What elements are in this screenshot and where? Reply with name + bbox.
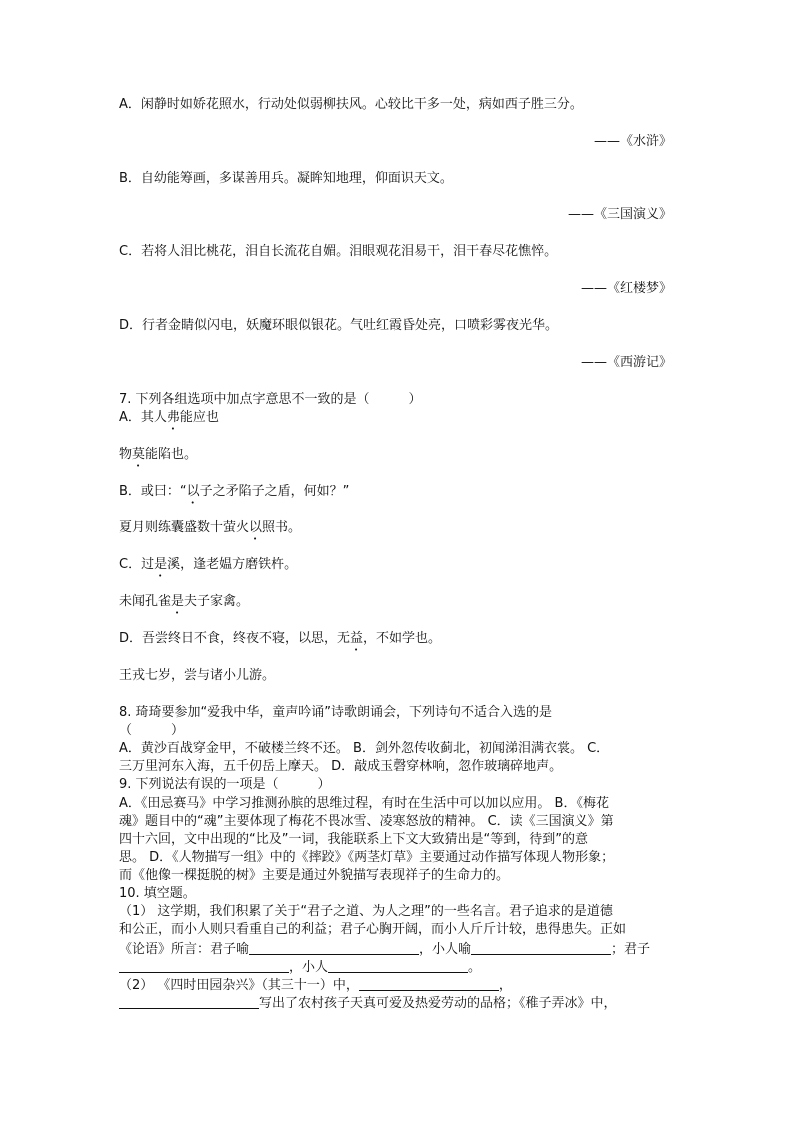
q8-paren: （ ） xyxy=(119,723,185,738)
q10-part1-line3 xyxy=(119,940,675,959)
dotted-char: 是 xyxy=(154,557,168,572)
q7-option-b1 xyxy=(119,483,675,507)
q9-line1: A．《田忌赛马》中学习推测孙膑的思维过程，有时在生活中可以加以应用。 B．《梅花 xyxy=(119,796,609,811)
q10-part2-line1 xyxy=(119,976,675,995)
text-segment: 《论语》所言：君子喻 xyxy=(119,942,250,957)
q6-option-b: B．自幼能筹画，多谋善用兵。凝眸知地理，仰面识天文。 xyxy=(119,171,453,186)
fill-blank[interactable] xyxy=(119,958,289,973)
text-segment: ， xyxy=(498,978,512,993)
q8-options-line2: 三万里河东入海，五千仞岳上摩天。 D．敲成玉磬穿林响，忽作玻璃碎地声。 xyxy=(119,759,563,774)
text-segment: 照书。 xyxy=(262,520,302,535)
q7-option-c2 xyxy=(119,593,675,617)
dotted-char: 益 xyxy=(350,631,364,646)
dotted-char: 以 xyxy=(186,484,200,499)
text-segment: D．吾尝终日不食，终夜不寝，以思，无 xyxy=(119,631,351,646)
q10-part1-line2: 和公正，而小人则只看重自己的利益；君子心胸开阔，而小人斤斤计较，患得患失。正如 xyxy=(119,922,627,937)
q9-line2: 魂》题目中的“魂”主要体现了梅花不畏冰雪、凌寒怒放的精神。 C．读《三国演义》第 xyxy=(119,814,614,829)
fill-blank[interactable] xyxy=(328,958,468,973)
dotted-char: 以 xyxy=(249,520,263,535)
text-segment: ，小人喻 xyxy=(419,942,472,957)
text-segment: 写出了农村孩子天真可爱及热爱劳动的品格；《稚子弄冰》中， xyxy=(259,996,617,1011)
q8-stem: 8. 琦琦要参加“爱我中华，童声吟诵”诗歌朗诵会，下列诗句不适合入选的是 xyxy=(119,705,553,720)
q9-line4: 思。 D．《人物描写一组》中的《摔跤》《两茎灯草》主要通过动作描写体现人物形象； xyxy=(119,850,615,865)
text-segment: ，不如学也。 xyxy=(363,631,442,646)
text-segment: （2） 《四时田园杂兴》（其三十一）中， xyxy=(119,978,359,993)
text-segment: B．或曰：“ xyxy=(119,484,187,499)
q6-source-a: ——《水浒》 xyxy=(593,134,672,149)
q10-part1-line4 xyxy=(119,958,675,977)
q9-stem: 9. 下列说法有误的一项是（ ） xyxy=(119,777,331,792)
q6-source-c: ——《红楼梦》 xyxy=(580,281,672,296)
text-segment: 夏月则练囊盛数十萤火 xyxy=(119,520,250,535)
text-segment: 能应也 xyxy=(179,410,219,425)
q8-options-line1: A．黄沙百战穿金甲，不破楼兰终不还。 B．剑外忽传收蓟北，初闻涕泪满衣裳。 C． xyxy=(119,741,610,756)
text-segment: 能陷也。 xyxy=(145,447,198,462)
text-segment: 夫子家禽。 xyxy=(184,594,250,609)
q6-option-c: C．若将人泪比桃花，泪自长流花自媚。泪眼观花泪易干，泪干春尽花憔悴。 xyxy=(119,244,558,259)
text-segment: 未闻孔雀 xyxy=(119,594,172,609)
text-segment: 物 xyxy=(119,447,133,462)
text-segment: C．过 xyxy=(119,557,155,572)
q6-option-a: A．闲静时如娇花照水，行动处似弱柳扶风。心较比干多一处，病如西子胜三分。 xyxy=(119,97,583,112)
q6-source-d: ——《西游记》 xyxy=(580,355,672,370)
q7-option-c1 xyxy=(119,556,675,580)
q6-option-d: D．行者金睛似闪电，妖魔环眼似银花。气吐红霞昏处亮，口喷彩雾夜光华。 xyxy=(119,318,559,333)
q9-line5: 而《他像一棵挺脱的树》主要是通过外貌描写表现祥子的生命力的。 xyxy=(119,868,510,883)
fill-blank[interactable] xyxy=(119,994,259,1009)
q10-part1-line1: （1） 这学期，我们积累了关于“君子之道、为人之理”的一些名言。君子追求的是道德 xyxy=(119,904,613,919)
text-segment: 溪，逢老媪方磨铁杵。 xyxy=(167,557,298,572)
text-segment: 子之矛陷子之盾，何如？” xyxy=(199,484,350,499)
text-segment: A．其人 xyxy=(119,410,167,425)
q7-stem: 7. 下列各组选项中加点字意思不一致的是（ ） xyxy=(119,392,422,407)
q9-line3: 四十六回，文中出现的“比及”一词，我能联系上下文大致猜出是“等到，待到”的意 xyxy=(119,832,588,847)
q6-source-b: ——《三国演义》 xyxy=(567,207,672,222)
fill-blank[interactable] xyxy=(249,940,419,955)
text-segment: ；君子 xyxy=(611,942,651,957)
text-segment: 。 xyxy=(468,960,482,975)
text-segment: ，小人 xyxy=(289,960,329,975)
q10-title: 10. 填空题。 xyxy=(119,886,196,901)
q7-option-a1 xyxy=(119,409,675,433)
fill-blank[interactable] xyxy=(359,976,499,991)
q7-option-d1 xyxy=(119,630,675,654)
q7-option-d2: 王戎七岁，尝与诸小儿游。 xyxy=(119,668,276,683)
fill-blank[interactable] xyxy=(471,940,611,955)
q7-option-a2 xyxy=(119,446,675,470)
q7-option-b2 xyxy=(119,519,675,543)
dotted-char: 弗 xyxy=(166,410,180,425)
dotted-char: 是 xyxy=(171,594,185,609)
dotted-char: 莫 xyxy=(132,447,146,462)
q10-part2-line2 xyxy=(119,994,675,1013)
